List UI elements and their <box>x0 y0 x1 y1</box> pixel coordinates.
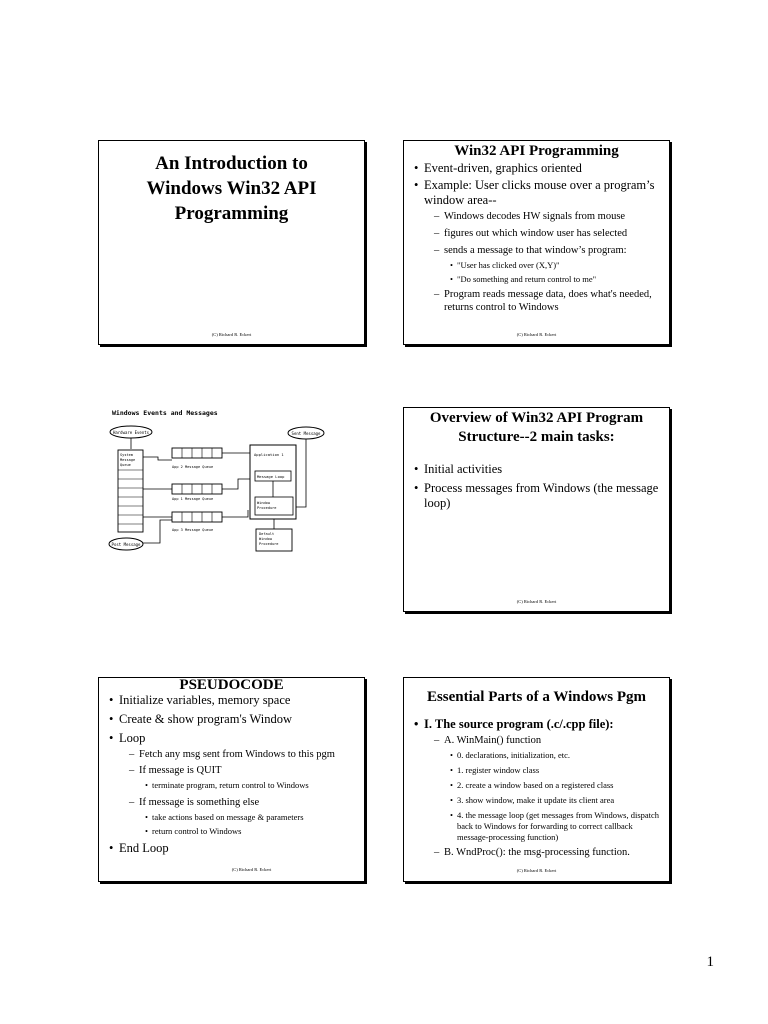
slide-6-step-4: • 4. the message loop (get messages from Windows, dispatch back to Windows for forwarding to correct callback message-processing function) <box>410 810 663 843</box>
slide-1-title <box>98 140 365 345</box>
slide-6-step-3: • 3. show window, make it update its client area <box>410 795 663 806</box>
slide-3-diagram <box>98 407 365 612</box>
slide-5-footer: (C) Richard R. Eckert <box>231 867 272 872</box>
slide-6-sub-2: – B. WndProc(): the msg-processing function. <box>410 846 663 859</box>
page-number: 1 <box>706 954 714 970</box>
slide-4-bullet-2: • Process messages from Windows (the message loop) <box>410 481 663 511</box>
slide-2-sub-4: – Program reads message data, does what's needed, returns control to Windows <box>410 288 663 314</box>
slide-5-bullet-3: • Loop <box>105 731 358 746</box>
slide-6-step-2: • 2. create a window based on a registered class <box>410 780 663 791</box>
slide-4-heading: Overview of Win32 API Program Structure--2 main tasks: <box>429 410 644 445</box>
slide-2-subsub-1: • "User has clicked over (X,Y)" <box>410 260 663 271</box>
slide-2-subsub-2: • "Do something and return control to me" <box>410 274 663 285</box>
default-procedure-label-1: Default <box>259 532 275 536</box>
slide-5-sub-3: – If message is something else <box>105 796 358 809</box>
slide-5-bullet-4: • End Loop <box>105 841 358 856</box>
app1-queue-label: App 1 Message Queue <box>172 497 214 501</box>
slide-5-heading: PSEUDOCODE <box>179 677 284 693</box>
system-queue-label-2: Message <box>120 458 136 462</box>
slide-4-overview <box>403 407 670 612</box>
windows-events-diagram <box>98 407 365 612</box>
slide-6-essential-parts <box>403 677 670 882</box>
slide-5-bullet-2: • Create & show program's Window <box>105 712 358 727</box>
slide-2-sub-2: – figures out which window user has selected <box>410 227 663 240</box>
slide-4-footer: (C) Richard R. Eckert <box>516 599 557 604</box>
slide-4-bullet-1: • Initial activities <box>410 462 663 477</box>
default-procedure-label-3: Procedure <box>259 542 279 546</box>
slide-2-list <box>410 161 663 314</box>
system-queue-label-3: Queue <box>120 463 131 467</box>
app2-queue-label: App 2 Message Queue <box>172 465 214 469</box>
system-queue-label-1: System <box>120 453 133 457</box>
window-procedure-label-2: Procedure <box>257 506 277 510</box>
slide-2-sub-3: – sends a message to that window’s program: <box>410 244 663 257</box>
app3-queue-label: App 3 Message Queue <box>172 528 214 532</box>
slide-2-bullet-2: • Example: User clicks mouse over a program’s window area-- <box>410 178 663 208</box>
application-box <box>250 445 296 519</box>
slide-2-bullet-1: • Event-driven, graphics oriented <box>410 161 663 176</box>
slide-5-list <box>105 693 358 856</box>
slide-1-footer: (C) Richard R. Eckert <box>211 332 252 337</box>
slide-2-heading: Win32 API Programming <box>454 143 619 159</box>
slide-2-win32-programming <box>403 140 670 345</box>
post-message-label: Post Message <box>111 542 141 547</box>
window-procedure-label-1: Window <box>257 501 270 505</box>
slide-1-heading: An Introduction to Windows Win32 API Programming <box>146 153 317 224</box>
slide-6-footer: (C) Richard R. Eckert <box>516 868 557 873</box>
slide-5-subsub-3: • return control to Windows <box>105 826 358 837</box>
system-message-queue <box>118 450 143 532</box>
message-loop-label: Message Loop <box>257 474 285 479</box>
hardware-events-label: Hardware Events <box>112 430 150 435</box>
sent-message-label: Sent Message <box>291 431 321 436</box>
slide-6-heading: Essential Parts of a Windows Pgm <box>426 689 647 705</box>
slide-5-sub-2: – If message is QUIT <box>105 764 358 777</box>
slide-6-list <box>410 717 663 859</box>
slide-5-bullet-1: • Initialize variables, memory space <box>105 693 358 708</box>
slide-5-subsub-1: • terminate program, return control to Windows <box>105 780 358 791</box>
slide-6-sub-1: – A. WinMain() function <box>410 734 663 747</box>
slide-6-step-0: • 0. declarations, initialization, etc. <box>410 750 663 761</box>
slide-5-subsub-2: • take actions based on message & parameters <box>105 812 358 823</box>
slide-2-footer: (C) Richard R. Eckert <box>516 332 557 337</box>
slide-6-bullet-1: • I. The source program (.c/.cpp file): <box>410 717 663 732</box>
slide-6-step-1: • 1. register window class <box>410 765 663 776</box>
diagram-title: Windows Events and Messages <box>112 409 218 417</box>
slide-4-list <box>410 462 663 511</box>
application-label: Application 1 <box>254 452 284 457</box>
slide-2-sub-1: – Windows decodes HW signals from mouse <box>410 210 663 223</box>
slide-5-sub-1: – Fetch any msg sent from Windows to this pgm <box>105 748 358 761</box>
slide-5-pseudocode <box>98 677 365 882</box>
default-procedure-label-2: Window <box>259 537 272 541</box>
default-window-procedure-box <box>256 529 292 551</box>
